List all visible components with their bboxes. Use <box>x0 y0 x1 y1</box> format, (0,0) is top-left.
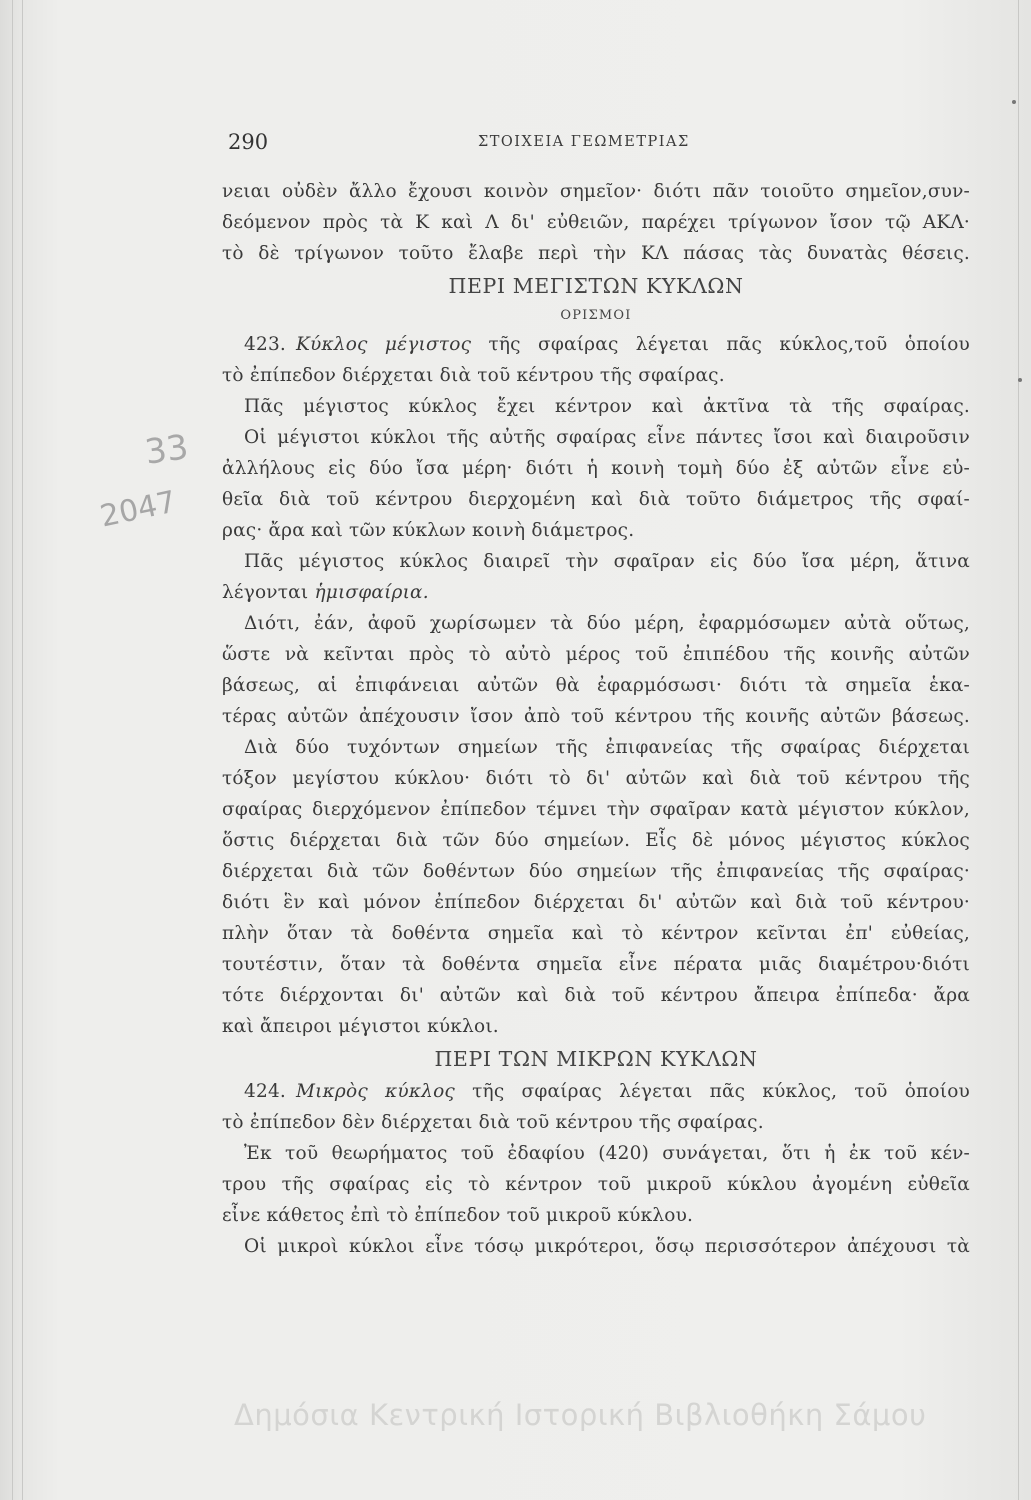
text-line: τὸ δὲ τρίγωνον τοῦτο ἔλαβε περὶ τὴν ΚΛ πάσας τὰς δυνατὰς θέσεις. <box>222 243 970 264</box>
text-line: Ἐκ τοῦ θεωρήματος τοῦ ἐδαφίου (420) συνάγεται, ὅτι ἡ ἐκ τοῦ κέν- <box>244 1143 970 1164</box>
text-fragment: λέγονται <box>222 582 309 603</box>
text-line: διότι ἓν καὶ μόνον ἐπίπεδον διέρχεται δι' αὐτῶν καὶ διὰ τοῦ κέντρου· <box>222 892 970 913</box>
text-line: τότε διέρχονται δι' αὐτῶν καὶ διὰ τοῦ κέντρου ἄπειρα ἐπίπεδα· ἄρα <box>222 985 970 1006</box>
text-line: τρου τῆς σφαίρας εἰς τὸ κέντρον τοῦ μικροῦ κύκλου ἀγομένη εὐθεῖα <box>222 1174 970 1195</box>
library-watermark: Δημόσια Κεντρική Ιστορική Βιβλιοθήκη Σάμου <box>234 1398 927 1432</box>
text-line: τουτέστιν, ὅταν τὰ δοθέντα σημεῖα εἶνε πέρατα μιᾶς διαμέτρου·διότι <box>222 954 970 975</box>
paragraph-423-first-line <box>222 329 970 360</box>
page-edge-line <box>12 0 13 1500</box>
defined-term: ἡμισφαίρια. <box>314 582 429 603</box>
text-line: νειαι οὐδὲν ἄλλο ἔχουσι κοινὸν σημεῖον· διότι πᾶν τοιοῦτο σημεῖον,συν- <box>222 181 970 202</box>
text-line: Διότι, ἐάν, ἀφοῦ χωρίσωμεν τὰ δύο μέρη, ἐφαρμόσωμεν αὐτὰ οὕτως, <box>244 613 970 634</box>
section-subheading: ΟΡΙΣΜΟΙ <box>560 308 632 323</box>
text-line: τὸ ἐπίπεδον δὲν διέρχεται διὰ τοῦ κέντρου τῆς σφαίρας. <box>222 1112 764 1133</box>
text-line: σφαίρας διερχόμενον ἐπίπεδον τέμνει τὴν σφαῖραν κατὰ μέγιστον κύκλον, <box>222 799 970 820</box>
handwritten-note: 33 <box>142 427 191 473</box>
text-line: Οἱ μικροὶ κύκλοι εἶνε τόσῳ μικρότεροι, ὅσῳ περισσότερον ἀπέχουσι τὰ <box>244 1236 970 1257</box>
ink-speck <box>1018 378 1022 382</box>
text-line <box>222 577 970 608</box>
text-line: ἀλλήλους εἰς δύο ἴσα μέρη· διότι ἡ κοινὴ τομὴ δύο ἐξ αὐτῶν εἶνε εὐ- <box>222 458 970 479</box>
handwritten-note: 2047 <box>97 484 180 535</box>
handwritten-margin-notes <box>60 427 210 850</box>
text-fragment: τῆς σφαίρας λέγεται πᾶς κύκλος,τοῦ ὁποίου <box>488 334 971 355</box>
text-line: βάσεως, αἱ ἐπιφάνειαι αὐτῶν θὰ ἐφαρμόσωσι· διότι τὰ σημεῖα ἑκα- <box>222 675 970 696</box>
text-line: τόξον μεγίστου κύκλου· διότι τὸ δι' αὐτῶν καὶ διὰ τοῦ κέντρου τῆς <box>222 768 970 789</box>
section-heading: ΠΕΡΙ ΤΩΝ ΜΙΚΡΩΝ ΚΥΚΛΩΝ <box>434 1047 758 1071</box>
text-line: Διὰ δύο τυχόντων σημείων τῆς ἐπιφανείας τῆς σφαίρας διέρχεται <box>244 737 970 758</box>
text-line: θεῖα διὰ τοῦ κέντρου διερχομένη καὶ διὰ τοῦτο διάμετρος τῆς σφαί- <box>222 489 970 510</box>
text-line: εἶνε κάθετος ἐπὶ τὸ ἐπίπεδον τοῦ μικροῦ κύκλου. <box>222 1205 694 1226</box>
page-edge-line <box>1018 0 1019 1500</box>
text-line: Πᾶς μέγιστος κύκλος διαιρεῖ τὴν σφαῖραν εἰς δύο ἴσα μέρη, ἅτινα <box>244 551 970 572</box>
running-title: ΣΤΟΙΧΕΙΑ ΓΕΩΜΕΤΡΙΑΣ <box>478 134 690 150</box>
defined-term: Κύκλος μέγιστος <box>296 334 472 355</box>
text-line: τέρας αὐτῶν ἀπέχουσιν ἴσον ἀπὸ τοῦ κέντρου τῆς κοινῆς αὐτῶν βάσεως. <box>222 706 970 727</box>
page-header <box>228 130 968 160</box>
text-line: τὸ ἐπίπεδον διέρχεται διὰ τοῦ κέντρου τῆς σφαίρας. <box>222 365 725 386</box>
text-line: ὥστε νὰ κεῖνται πρὸς τὸ αὐτὸ μέρος τοῦ ἐπιπέδου τῆς κοινῆς αὐτῶν <box>222 644 970 665</box>
text-line: ὅστις διέρχεται διὰ τῶν δύο σημείων. Εἷς δὲ μόνος μέγιστος κύκλος <box>222 830 970 851</box>
ink-speck <box>1012 100 1016 104</box>
paragraph-number: 423. <box>244 334 286 355</box>
text-line: πλὴν ὅταν τὰ δοθέντα σημεῖα καὶ τὸ κέντρον κεῖνται ἐπ' εὐθείας, <box>222 923 970 944</box>
section-heading: ΠΕΡΙ ΜΕΓΙΣΤΩΝ ΚΥΚΛΩΝ <box>448 274 744 298</box>
paragraph-424-first-line <box>222 1076 970 1107</box>
paragraph-number: 424. <box>244 1081 286 1102</box>
text-line: δεόμενον πρὸς τὰ Κ καὶ Λ δι' εὐθειῶν, παρέχει τρίγωνον ἴσον τῷ ΑΚΛ· <box>222 212 970 233</box>
text-fragment: τῆς σφαίρας λέγεται πᾶς κύκλος, τοῦ ὁποίου <box>472 1081 970 1102</box>
defined-term: Μικρὸς κύκλος <box>296 1081 455 1102</box>
text-line: ρας· ἄρα καὶ τῶν κύκλων κοινὴ διάμετρος. <box>222 520 635 541</box>
page-number: 290 <box>228 130 269 154</box>
page-body <box>222 176 970 1262</box>
text-line: Οἱ μέγιστοι κύκλοι τῆς αὐτῆς σφαίρας εἶνε πάντες ἴσοι καὶ διαιροῦσιν <box>244 427 970 448</box>
text-line: διέρχεται διὰ τῶν δοθέντων δύο σημείων τῆς ἐπιφανείας τῆς σφαίρας· <box>222 861 970 882</box>
page-edge-line <box>22 0 23 1500</box>
text-line: Πᾶς μέγιστος κύκλος ἔχει κέντρον καὶ ἀκτῖνα τὰ τῆς σφαίρας. <box>244 396 970 417</box>
text-line: καὶ ἄπειροι μέγιστοι κύκλοι. <box>222 1016 499 1037</box>
